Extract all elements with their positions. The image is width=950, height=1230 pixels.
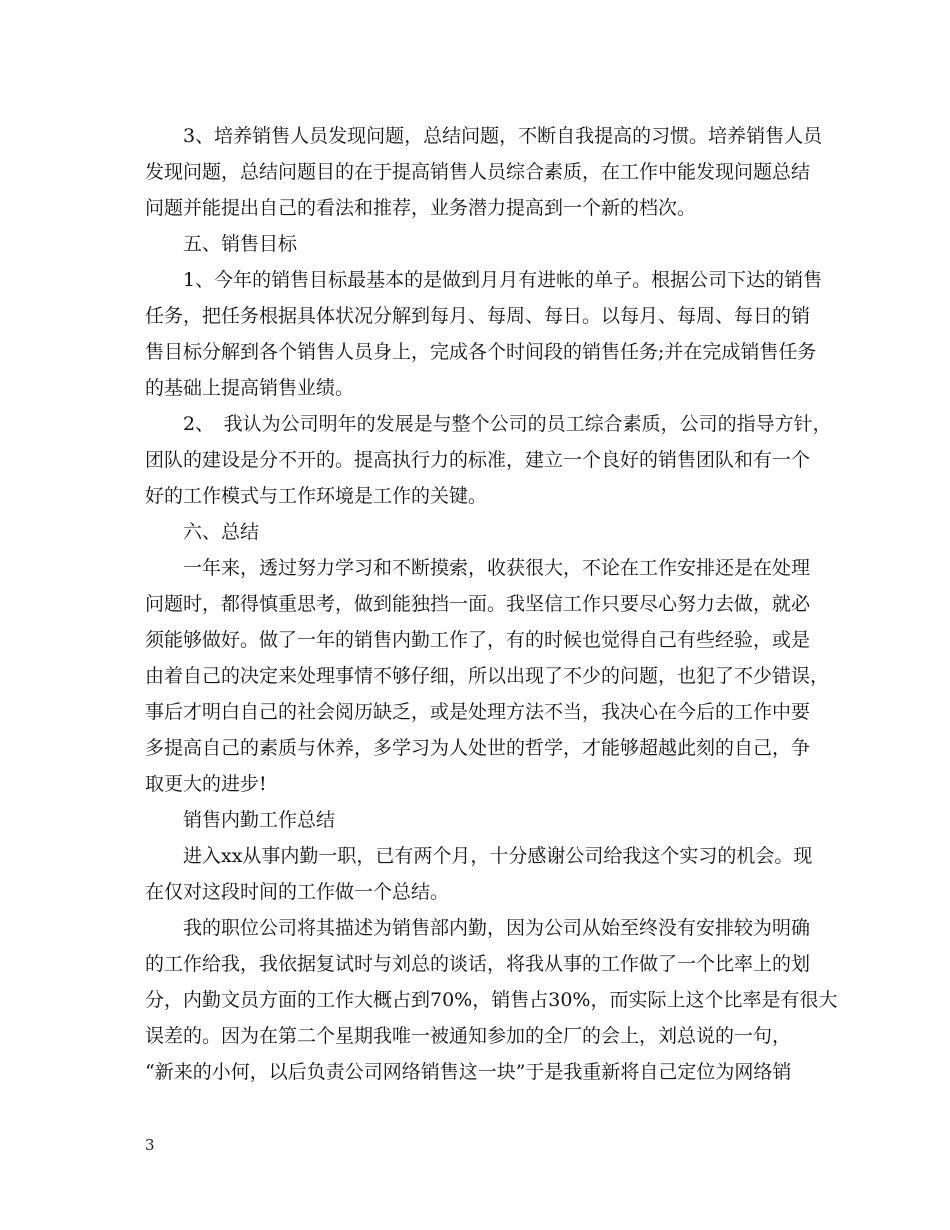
section-heading: 销售内勤工作总结 [183, 809, 336, 831]
paragraph-line: 进入xx从事内勤一职，已有两个月，十分感谢公司给我这个实习的机会。现 [183, 845, 813, 867]
paragraph-line: “新来的小何，以后负责公司网络销售这一块”于是我重新将自己定位为网络销 [145, 1061, 792, 1083]
paragraph-line: 分，内勤文员方面的工作大概占到70%，销售占30%，而实际上这个比率是有很大 [145, 989, 838, 1011]
paragraph-line: 我的职位公司将其描述为销售部内勤，因为公司从始至终没有安排较为明确 [183, 917, 811, 939]
paragraph-line: 事后才明白自己的社会阅历缺乏，或是处理方法不当，我决心在今后的工作中要 [145, 701, 811, 723]
paragraph-line: 问题时，都得慎重思考，做到能独挡一面。我坚信工作只要尽心努力去做，就必 [145, 593, 811, 615]
page-number: 3 [145, 1136, 155, 1154]
paragraph-line: 一年来，透过努力学习和不断摸索，收获很大，不论在工作安排还是在处理 [183, 557, 811, 579]
paragraph-line: 好的工作模式与工作环境是工作的关键。 [145, 485, 488, 507]
paragraph-line: 误差的。因为在第二个星期我唯一被通知参加的全厂的会上，刘总说的一句， [145, 1025, 792, 1047]
paragraph-line: 团队的建设是分不开的。提高执行力的标准，建立一个良好的销售团队和有一个 [145, 449, 811, 471]
paragraph-line: 取更大的进步! [145, 773, 267, 795]
document-body [145, 118, 838, 1090]
paragraph-line: 售目标分解到各个销售人员身上，完成各个时间段的销售任务;并在完成销售任务 [145, 341, 817, 363]
paragraph-line: 在仅对这段时间的工作做一个总结。 [145, 881, 450, 903]
paragraph-line: 多提高自己的素质与休养，多学习为人处世的哲学，才能够超越此刻的自己，争 [145, 737, 811, 759]
paragraph-line: 3、培养销售人员发现问题，总结问题，不断自我提高的习惯。培养销售人员 [183, 125, 823, 147]
section-heading: 六、总结 [183, 521, 260, 543]
paragraph-line: 2、 我认为公司明年的发展是与整个公司的员工综合素质，公司的指导方针， [183, 413, 832, 435]
paragraph-line: 须能够做好。做了一年的销售内勤工作了，有的时候也觉得自己有些经验，或是 [145, 629, 811, 651]
paragraph-line: 1、今年的销售目标最基本的是做到月月有进帐的单子。根据公司下达的销售 [183, 269, 823, 291]
paragraph-line: 任务，把任务根据具体状况分解到每月、每周、每日。以每月、每周、每日的销 [145, 305, 811, 327]
paragraph-line: 的工作给我，我依据复试时与刘总的谈话，将我从事的工作做了一个比率上的划 [145, 953, 811, 975]
paragraph-line: 的基础上提高销售业绩。 [145, 377, 355, 399]
paragraph-line: 由着自己的决定来处理事情不够仔细，所以出现了不少的问题，也犯了不少错误， [145, 665, 830, 687]
paragraph-line: 问题并能提出自己的看法和推荐，业务潜力提高到一个新的档次。 [145, 197, 697, 219]
paragraph-line: 发现问题，总结问题目的在于提高销售人员综合素质，在工作中能发现问题总结 [145, 161, 811, 183]
section-heading: 五、销售目标 [183, 233, 298, 255]
